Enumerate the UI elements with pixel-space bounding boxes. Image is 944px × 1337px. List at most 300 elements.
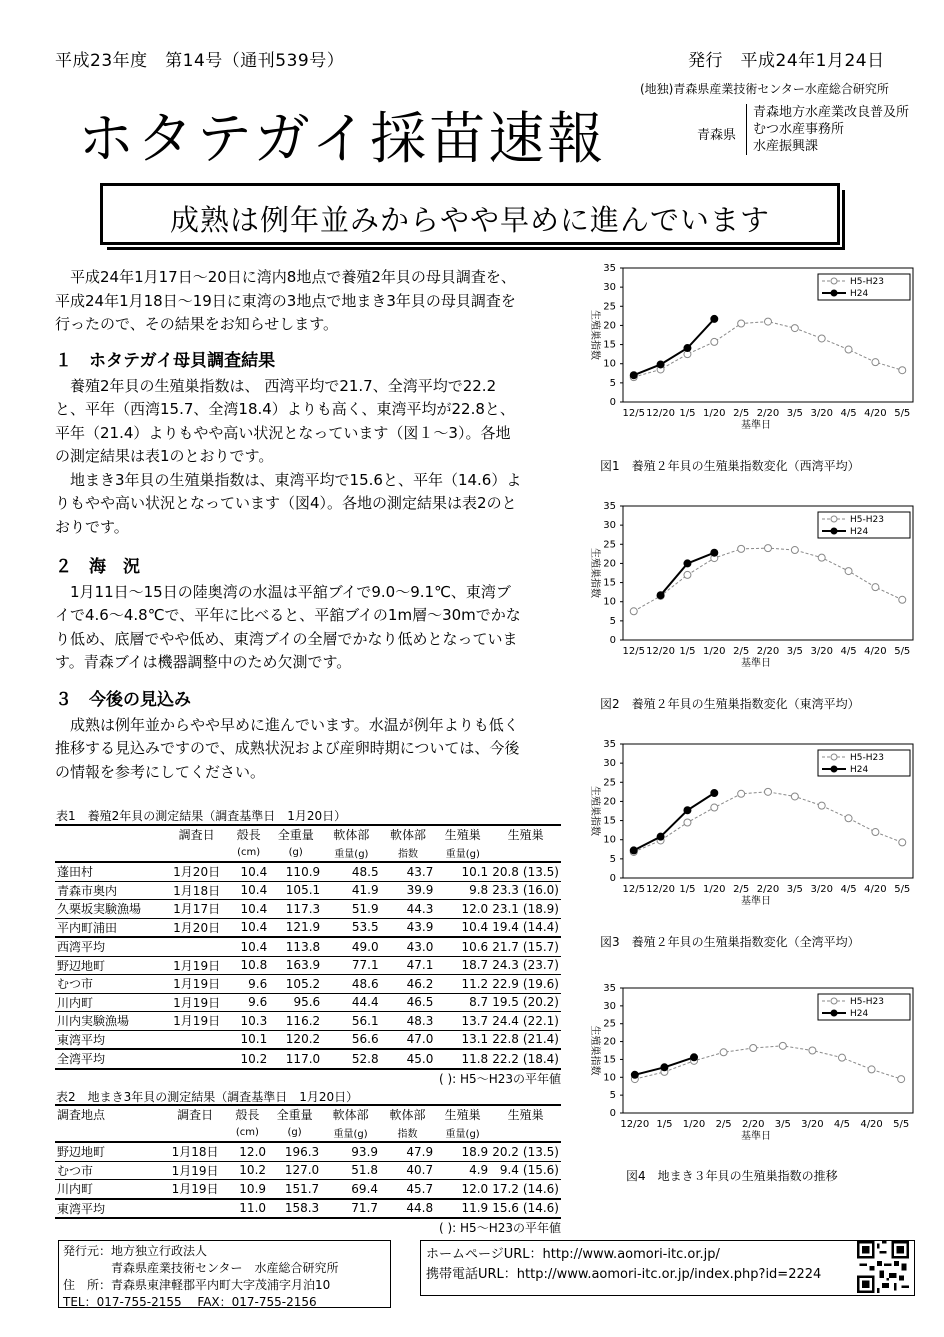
table-row bbox=[55, 900, 561, 919]
homepage-link[interactable]: ホームページURL：http://www.aomori-itc.or.jp/ bbox=[426, 1247, 720, 1262]
data-point-h24 bbox=[657, 833, 664, 840]
data-point-h24 bbox=[684, 345, 691, 352]
data-point-normal bbox=[720, 1049, 727, 1056]
table-cell: 77.1 bbox=[322, 956, 380, 975]
table-cell: 22.2 bbox=[490, 1049, 521, 1069]
table-cell: 45.7 bbox=[380, 1180, 435, 1199]
table-cell: (13.5) bbox=[521, 1142, 561, 1161]
chart-fig4 bbox=[578, 982, 928, 1182]
table-cell: 1月20日 bbox=[165, 862, 228, 881]
table-cell: (14.4) bbox=[521, 918, 561, 937]
x-tick-label: 12/5 bbox=[622, 408, 645, 419]
table-cell: 22.8 bbox=[490, 1030, 521, 1049]
data-point-h24 bbox=[711, 790, 718, 797]
table1-note: ( ): H5～H23の平年値 bbox=[439, 1071, 561, 1086]
x-tick-label: 3/20 bbox=[801, 1119, 824, 1130]
x-axis-label: 基準日 bbox=[741, 658, 771, 669]
table1 bbox=[55, 824, 561, 1087]
section-1-title: １ ホタテガイ母貝調査結果 bbox=[55, 351, 276, 371]
x-tick-label: 2/5 bbox=[733, 646, 750, 657]
header-cell: (g) bbox=[268, 1124, 321, 1143]
header-cell: 重量(g) bbox=[321, 1124, 380, 1143]
data-point-normal bbox=[791, 325, 798, 332]
x-tick-label: 12/5 bbox=[622, 884, 645, 895]
table-cell: 12.0 bbox=[435, 900, 490, 919]
x-tick-label: 5/5 bbox=[894, 408, 911, 419]
header-cell bbox=[55, 1124, 163, 1143]
legend-marker bbox=[831, 528, 837, 534]
sec3-line: の情報を参考にしてください。 bbox=[55, 762, 266, 781]
table-cell: (16.0) bbox=[521, 881, 561, 900]
table-cell: 56.6 bbox=[322, 1030, 380, 1049]
table-cell: 11.2 bbox=[435, 975, 490, 994]
header-cell: (cm) bbox=[227, 1124, 268, 1143]
intro-line-1: 平成24年1月17日～20日に湾内8地点で養殖2年貝の母貝調査を、 bbox=[70, 268, 516, 286]
y-tick-label: 10 bbox=[603, 834, 616, 846]
header-row bbox=[55, 825, 561, 844]
header-cell: 重量(g) bbox=[435, 1124, 490, 1143]
series-line-normal bbox=[634, 792, 903, 852]
legend-label: H24 bbox=[850, 289, 869, 299]
footer-line: 発行元：地方独立行政法人 bbox=[63, 1244, 208, 1258]
table-cell: 48.6 bbox=[322, 975, 380, 994]
data-point-normal bbox=[684, 819, 691, 826]
sec2-line: 1月11日～15日の陸奥湾の水温は平舘ブイで9.0～9.1℃、東湾ブ bbox=[70, 582, 511, 601]
table-cell: 青森市奥内 bbox=[55, 881, 165, 900]
table-cell: 11.9 bbox=[435, 1199, 490, 1219]
header-cell: 生殖巣 bbox=[444, 828, 481, 843]
table-row bbox=[55, 956, 561, 975]
x-tick-label: 12/20 bbox=[646, 884, 676, 895]
table-cell: 15.6 bbox=[490, 1199, 521, 1219]
table-cell: 10.9 bbox=[227, 1180, 268, 1199]
table-cell: 17.2 bbox=[490, 1180, 521, 1199]
sec2-line: す。青森ブイは機器調整中のため欠測です。 bbox=[55, 653, 352, 671]
table-cell: 44.3 bbox=[381, 900, 436, 919]
table-cell: 110.9 bbox=[269, 862, 322, 881]
table-cell: 東湾平均 bbox=[55, 1199, 163, 1219]
y-tick-label: 20 bbox=[603, 320, 616, 332]
data-point-h24 bbox=[711, 315, 718, 322]
figure-caption: 図4 地まき３年貝の生殖巣指数の推移 bbox=[626, 1169, 838, 1182]
chart-fig3 bbox=[578, 738, 928, 948]
table-cell: 69.4 bbox=[321, 1180, 380, 1199]
chart-fig1 bbox=[578, 262, 928, 472]
intro-line-3: 行ったので、その結果をお知らせします。 bbox=[55, 315, 339, 333]
table-row bbox=[55, 918, 561, 937]
y-tick-label: 35 bbox=[603, 739, 616, 750]
table-cell: 野辺地町 bbox=[55, 1142, 163, 1161]
table2-caption: 表2 地まき3年貝の測定結果（調査基準日 1月20日） bbox=[56, 1090, 359, 1104]
header-cell bbox=[55, 844, 165, 863]
table-cell: 1月18日 bbox=[165, 881, 228, 900]
table-cell: 10.2 bbox=[228, 1049, 269, 1069]
table-cell: 21.7 bbox=[490, 937, 521, 956]
office-2: むつ水産事務所 bbox=[753, 122, 845, 137]
header-cell: 全重量 bbox=[277, 828, 314, 843]
table-cell: 川内実験漁場 bbox=[55, 1012, 165, 1031]
table-cell: 113.8 bbox=[269, 937, 322, 956]
data-point-normal bbox=[711, 338, 718, 345]
table-cell: (21.4) bbox=[521, 1030, 561, 1049]
section-1 bbox=[55, 350, 565, 539]
data-point-normal bbox=[779, 1042, 786, 1049]
table-cell: 151.7 bbox=[268, 1180, 321, 1199]
header-cell bbox=[490, 1124, 561, 1143]
y-tick-label: 10 bbox=[603, 596, 616, 608]
x-axis-label: 基準日 bbox=[741, 420, 771, 431]
table-cell: 47.9 bbox=[380, 1142, 435, 1161]
y-axis-label: 生殖巣指数 bbox=[589, 786, 600, 836]
table2-note: ( ): H5～H23の平年値 bbox=[439, 1221, 561, 1235]
data-point-normal bbox=[838, 1054, 845, 1061]
y-tick-label: 0 bbox=[609, 635, 616, 646]
y-tick-label: 5 bbox=[609, 377, 616, 389]
footer-line: 青森県産業技術センター 水産総合研究所 bbox=[63, 1261, 339, 1275]
y-tick-label: 30 bbox=[603, 1000, 616, 1012]
header-cell: 生殖巣 bbox=[507, 1108, 544, 1123]
table-cell: 12.0 bbox=[435, 1180, 490, 1199]
x-tick-label: 12/20 bbox=[646, 408, 676, 419]
y-tick-label: 5 bbox=[609, 615, 616, 627]
sec1-line: 地まき3年貝の生殖巣指数は、東湾平均で15.6と、平年（14.6）よ bbox=[70, 470, 522, 489]
x-tick-label: 3/20 bbox=[810, 408, 833, 419]
data-point-normal bbox=[818, 554, 825, 561]
header-cell: 殻長 bbox=[236, 828, 261, 843]
table-cell: 東湾平均 bbox=[55, 1030, 165, 1049]
table-cell: 1月19日 bbox=[165, 956, 228, 975]
data-point-normal bbox=[765, 788, 772, 795]
table-cell: (18.4) bbox=[521, 1049, 561, 1069]
table-cell: 19.4 bbox=[490, 918, 521, 937]
x-tick-label: 12/20 bbox=[646, 646, 676, 657]
table-row bbox=[55, 862, 561, 881]
table-cell: むつ市 bbox=[55, 975, 165, 994]
x-tick-label: 4/20 bbox=[864, 884, 887, 895]
table-cell: 51.9 bbox=[322, 900, 380, 919]
table-cell: 43.0 bbox=[381, 937, 436, 956]
x-tick-label: 1/20 bbox=[703, 408, 726, 419]
y-tick-label: 25 bbox=[603, 777, 616, 789]
x-tick-label: 1/5 bbox=[656, 1119, 673, 1130]
sec2-line: イで4.6～4.8℃で、平年に比べると、平舘ブイの1m層～30mでかな bbox=[55, 606, 521, 624]
table-row bbox=[55, 1142, 561, 1161]
header-cell: (g) bbox=[269, 844, 322, 863]
header-cell: 軟体部 bbox=[389, 1108, 426, 1123]
header-cell: 指数 bbox=[380, 1124, 435, 1143]
data-point-h24 bbox=[657, 592, 664, 599]
header-cell: 生殖巣 bbox=[444, 1108, 481, 1123]
header-row bbox=[55, 1105, 561, 1124]
header-cell: 全重量 bbox=[276, 1108, 313, 1123]
header-cell bbox=[55, 825, 165, 844]
data-point-normal bbox=[738, 320, 745, 327]
sec3-line: 成熟は例年並からやや早めに進んでいます。水温が例年よりも低く bbox=[70, 715, 519, 734]
table-cell: 19.5 bbox=[490, 993, 521, 1012]
legend-label: H24 bbox=[850, 1009, 869, 1019]
figure-caption: 図3 養殖２年貝の生殖巣指数変化（全湾平均） bbox=[600, 935, 860, 948]
x-tick-label: 3/20 bbox=[810, 646, 833, 657]
legend-label: H5-H23 bbox=[850, 277, 884, 287]
table-cell: 23.1 bbox=[490, 900, 521, 919]
data-point-h24 bbox=[684, 807, 691, 814]
table-cell: 24.4 bbox=[490, 1012, 521, 1031]
x-tick-label: 3/5 bbox=[786, 884, 803, 895]
data-point-h24 bbox=[631, 1071, 638, 1078]
section-2-title: ２ 海 況 bbox=[55, 557, 140, 577]
series-line-normal bbox=[634, 322, 903, 378]
data-point-h24 bbox=[630, 847, 637, 854]
table-cell: むつ市 bbox=[55, 1161, 163, 1180]
table-cell bbox=[165, 1030, 228, 1049]
data-point-normal bbox=[845, 815, 852, 822]
data-point-normal bbox=[791, 793, 798, 800]
table-cell bbox=[165, 937, 228, 956]
table-cell: 平内町浦田 bbox=[55, 918, 165, 937]
table-cell: (13.5) bbox=[521, 862, 561, 881]
x-tick-label: 5/5 bbox=[894, 884, 911, 895]
table-row bbox=[55, 993, 561, 1012]
x-tick-label: 3/5 bbox=[786, 408, 803, 419]
table2 bbox=[55, 1104, 561, 1236]
table-cell: 蓬田村 bbox=[55, 862, 165, 881]
data-point-normal bbox=[809, 1047, 816, 1054]
table-cell: 43.9 bbox=[381, 918, 436, 937]
data-point-h24 bbox=[657, 361, 664, 368]
table-cell: 48.3 bbox=[381, 1012, 436, 1031]
data-point-normal bbox=[872, 829, 879, 836]
sec1-line: 養殖2年貝の生殖巣指数は、 西湾平均で21.7、全湾平均で22.2 bbox=[70, 376, 497, 395]
sec1-line: りもやや高い状況となっています（図4）。各地の測定結果は表2のと bbox=[55, 494, 517, 512]
table-cell: 10.4 bbox=[228, 918, 269, 937]
y-tick-label: 35 bbox=[603, 501, 616, 512]
data-point-normal bbox=[750, 1045, 757, 1052]
legend-marker bbox=[831, 766, 837, 772]
table-row bbox=[55, 881, 561, 900]
legend-marker bbox=[831, 516, 837, 522]
y-tick-label: 0 bbox=[609, 873, 616, 884]
y-tick-label: 30 bbox=[603, 520, 616, 532]
headline: 成熟は例年並みからやや早めに進んでいます bbox=[169, 203, 770, 237]
y-tick-label: 15 bbox=[603, 577, 616, 589]
data-point-normal bbox=[899, 596, 906, 603]
table-cell: (20.2) bbox=[521, 993, 561, 1012]
series-line-h24 bbox=[634, 793, 715, 850]
table-cell: (18.9) bbox=[521, 900, 561, 919]
x-axis-label: 基準日 bbox=[741, 1131, 771, 1142]
data-point-normal bbox=[872, 359, 879, 366]
x-tick-label: 3/5 bbox=[786, 646, 803, 657]
x-tick-label: 1/20 bbox=[703, 884, 726, 895]
table-cell: 93.9 bbox=[321, 1142, 380, 1161]
prefecture-label: 青森県 bbox=[697, 128, 737, 143]
data-point-normal bbox=[868, 1066, 875, 1073]
table-cell bbox=[165, 1049, 228, 1069]
table-row bbox=[55, 1180, 561, 1199]
table-cell: 10.1 bbox=[435, 862, 490, 881]
table-cell: 52.8 bbox=[322, 1049, 380, 1069]
table-cell: 71.7 bbox=[321, 1199, 380, 1219]
table-cell: 120.2 bbox=[269, 1030, 322, 1049]
table-cell: 11.8 bbox=[435, 1049, 490, 1069]
header-cell: 調査日 bbox=[178, 828, 215, 843]
intro-paragraph bbox=[55, 266, 565, 337]
table-cell: 9.6 bbox=[228, 993, 269, 1012]
table-cell: 95.6 bbox=[269, 993, 322, 1012]
data-point-normal bbox=[765, 545, 772, 552]
table-cell: 105.1 bbox=[269, 881, 322, 900]
data-point-h24 bbox=[661, 1064, 668, 1071]
table-cell: 117.0 bbox=[269, 1049, 322, 1069]
header-cell bbox=[165, 844, 228, 863]
data-point-normal bbox=[630, 608, 637, 615]
header-cell: 重量(g) bbox=[435, 844, 490, 863]
mobile-link[interactable]: 携帯電話URL：http://www.aomori-itc.or.jp/index.php?id=2224 bbox=[426, 1267, 822, 1282]
table-cell: 10.8 bbox=[228, 956, 269, 975]
legend-label: H5-H23 bbox=[850, 753, 884, 763]
table-cell: 163.9 bbox=[269, 956, 322, 975]
y-tick-label: 20 bbox=[603, 796, 616, 808]
table-cell: 12.0 bbox=[227, 1142, 268, 1161]
table-cell: 45.0 bbox=[381, 1049, 436, 1069]
x-tick-label: 1/5 bbox=[679, 884, 696, 895]
table-cell: (15.7) bbox=[521, 937, 561, 956]
x-tick-label: 4/5 bbox=[840, 646, 857, 657]
data-point-h24 bbox=[684, 560, 691, 567]
table-row bbox=[55, 937, 561, 956]
table-cell: 20.8 bbox=[490, 862, 521, 881]
table-cell: 44.4 bbox=[322, 993, 380, 1012]
table-cell: 18.9 bbox=[435, 1142, 490, 1161]
table-cell: 49.0 bbox=[322, 937, 380, 956]
table-cell: 41.9 bbox=[322, 881, 380, 900]
legend-marker bbox=[831, 278, 837, 284]
data-point-normal bbox=[738, 790, 745, 797]
data-point-normal bbox=[791, 547, 798, 554]
table1-caption: 表1 養殖2年貝の測定結果（調査基準日 1月20日） bbox=[56, 809, 347, 823]
header-cell bbox=[163, 1124, 226, 1143]
footer-line: TEL：017-755-2155 FAX：017-755-2156 bbox=[63, 1295, 317, 1309]
table-cell: 1月20日 bbox=[165, 918, 228, 937]
x-tick-label: 5/5 bbox=[893, 1119, 910, 1130]
legend-marker bbox=[831, 998, 837, 1004]
table-cell: 196.3 bbox=[268, 1142, 321, 1161]
legend-label: H24 bbox=[850, 527, 869, 537]
section-2 bbox=[55, 556, 565, 675]
table-cell: 8.7 bbox=[435, 993, 490, 1012]
table-cell: 10.6 bbox=[435, 937, 490, 956]
y-axis-label: 生殖巣指数 bbox=[589, 548, 600, 598]
y-axis-label: 生殖巣指数 bbox=[589, 1025, 600, 1076]
series-line-normal bbox=[635, 1046, 901, 1079]
footer-line: 住 所：青森県東津軽郡平内町大字茂浦字月泊10 bbox=[63, 1278, 331, 1292]
y-tick-label: 20 bbox=[603, 1036, 616, 1048]
table-cell: 10.4 bbox=[228, 881, 269, 900]
table-row bbox=[55, 1030, 561, 1049]
table-cell: 1月19日 bbox=[165, 1012, 228, 1031]
legend-marker bbox=[831, 754, 837, 760]
legend-marker bbox=[831, 1010, 837, 1016]
header-cell bbox=[490, 844, 561, 863]
table-cell: 西湾平均 bbox=[55, 937, 165, 956]
table-cell: 1月17日 bbox=[165, 900, 228, 919]
x-tick-label: 2/20 bbox=[756, 408, 780, 419]
table-cell: 10.1 bbox=[228, 1030, 269, 1049]
x-tick-label: 2/5 bbox=[733, 884, 750, 895]
header-cell: 軟体部 bbox=[333, 828, 370, 843]
table-cell: 48.5 bbox=[322, 862, 380, 881]
header-cell: 殻長 bbox=[235, 1108, 260, 1123]
table-cell: 40.7 bbox=[380, 1161, 435, 1180]
x-tick-label: 12/20 bbox=[620, 1119, 650, 1130]
header-row bbox=[55, 844, 561, 863]
table-row bbox=[55, 975, 561, 994]
table-cell: 13.7 bbox=[435, 1012, 490, 1031]
header-cell: 軟体部 bbox=[389, 828, 426, 843]
table-cell: 11.0 bbox=[227, 1199, 268, 1219]
table-cell: 10.4 bbox=[435, 918, 490, 937]
table-cell: 1月18日 bbox=[163, 1142, 226, 1161]
data-point-normal bbox=[845, 346, 852, 353]
sec3-line: 推移する見込みですので、成熟状況および産卵時期については、今後 bbox=[55, 739, 520, 757]
data-point-normal bbox=[872, 584, 879, 591]
legend-marker bbox=[831, 290, 837, 296]
table-cell: (15.6) bbox=[521, 1161, 561, 1180]
table-cell: 43.7 bbox=[381, 862, 436, 881]
table-cell: (14.6) bbox=[521, 1199, 561, 1219]
header-cell: 調査地点 bbox=[57, 1108, 106, 1123]
table-cell: 24.3 bbox=[490, 956, 521, 975]
table-cell: 105.2 bbox=[269, 975, 322, 994]
x-tick-label: 2/20 bbox=[741, 1119, 765, 1130]
table-cell: 39.9 bbox=[381, 881, 436, 900]
table-cell: 18.7 bbox=[435, 956, 490, 975]
legend-label: H5-H23 bbox=[850, 997, 884, 1007]
x-tick-label: 4/5 bbox=[840, 408, 857, 419]
x-tick-label: 1/20 bbox=[703, 646, 726, 657]
x-tick-label: 3/5 bbox=[774, 1119, 791, 1130]
office-3: 水産振興課 bbox=[753, 139, 819, 154]
table-cell: 53.5 bbox=[322, 918, 380, 937]
table-cell: 9.4 bbox=[490, 1161, 521, 1180]
table-cell bbox=[163, 1199, 226, 1219]
x-tick-label: 1/20 bbox=[682, 1119, 706, 1130]
table-row bbox=[55, 1049, 561, 1069]
table-cell: (14.6) bbox=[521, 1180, 561, 1199]
x-tick-label: 1/5 bbox=[679, 646, 696, 657]
x-tick-label: 4/20 bbox=[864, 646, 887, 657]
header-cell: 調査日 bbox=[177, 1108, 214, 1123]
x-tick-label: 12/5 bbox=[622, 646, 645, 657]
header-row bbox=[55, 1124, 561, 1143]
table-cell: 10.4 bbox=[228, 937, 269, 956]
table-cell: 121.9 bbox=[269, 918, 322, 937]
y-tick-label: 5 bbox=[609, 853, 616, 865]
y-tick-label: 30 bbox=[603, 758, 616, 770]
table-cell: 10.4 bbox=[228, 900, 269, 919]
table-cell: 10.2 bbox=[227, 1161, 268, 1180]
table-row bbox=[55, 1161, 561, 1180]
data-point-normal bbox=[684, 571, 691, 578]
y-tick-label: 25 bbox=[603, 1018, 616, 1030]
footer-urls bbox=[420, 1240, 915, 1296]
data-point-normal bbox=[818, 335, 825, 342]
table-cell: 23.3 bbox=[490, 881, 521, 900]
table-cell: 44.8 bbox=[380, 1199, 435, 1219]
x-tick-label: 4/5 bbox=[840, 884, 857, 895]
publisher-org: (地独)青森県産業技術センター水産総合研究所 bbox=[640, 82, 889, 96]
table-cell: (19.6) bbox=[521, 975, 561, 994]
